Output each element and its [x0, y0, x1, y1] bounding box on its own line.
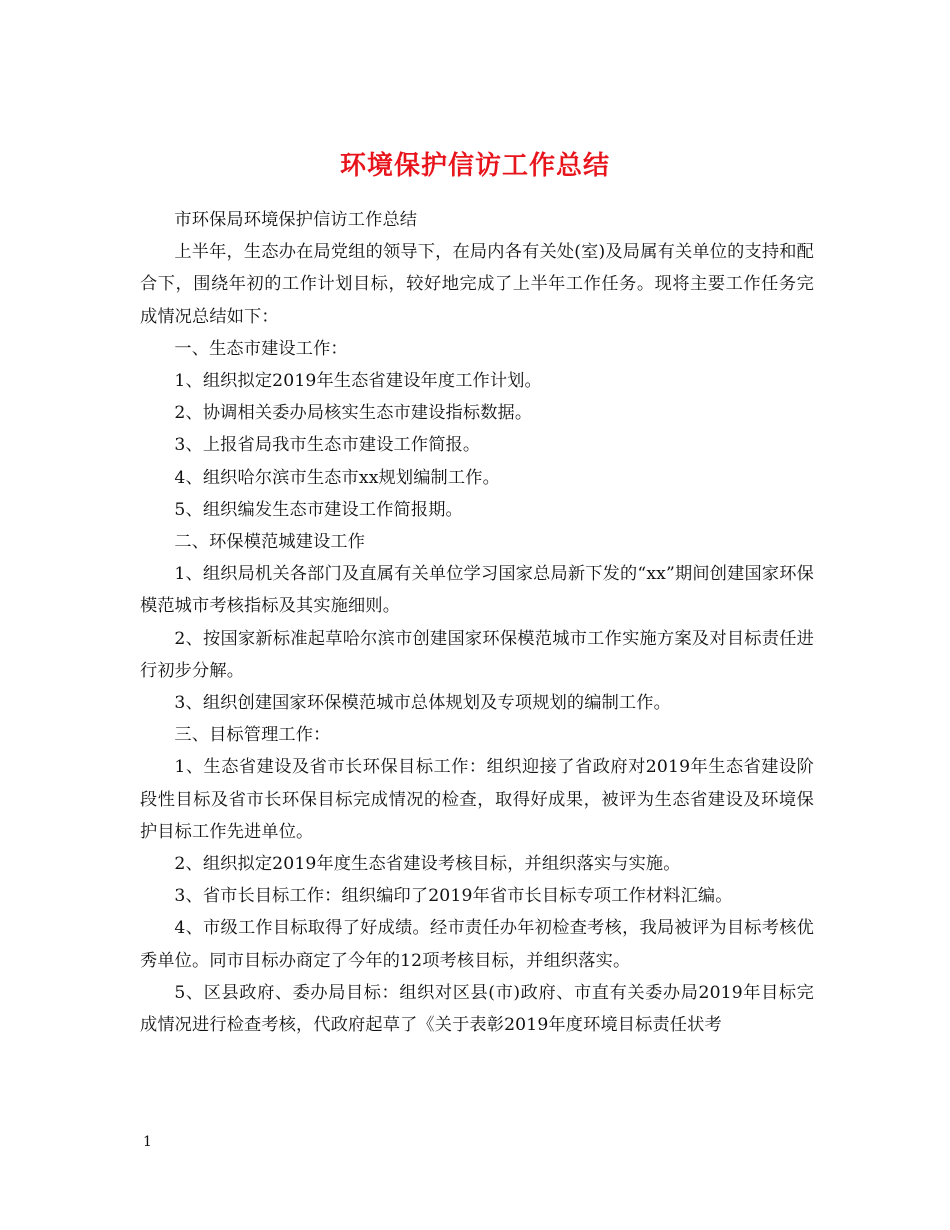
section-heading: 一、生态市建设工作：: [174, 338, 348, 359]
list-item: 3、上报省局我市生态市建设工作简报。: [174, 435, 481, 456]
list-item: 4、组织哈尔滨市生态市xx规划编制工作。: [174, 467, 500, 488]
document-body: [140, 204, 814, 1041]
list-item: 2、按国家新标准起草哈尔滨市创建国家环保模范城市工作实施方案及对目标责任进行初步分解。: [140, 628, 814, 681]
paragraph: 上半年，生态办在局党组的领导下，在局内各有关处(室)及局属有关单位的支持和配合下，围绕年初的工作计划目标，较好地完成了上半年工作任务。现将主要工作任务完成情况总结如下：: [140, 242, 814, 327]
list-item: 3、组织创建国家环保模范城市总体规划及专项规划的编制工作。: [174, 693, 671, 714]
page-number: 1: [143, 1134, 152, 1150]
list-item: 3、省市长目标工作：组织编印了2019年省市长目标专项工作材料汇编。: [174, 886, 733, 907]
list-item: 2、组织拟定2019年度生态省建设考核目标，并组织落实与实施。: [174, 854, 681, 875]
document-title: 环境保护信访工作总结: [339, 151, 610, 182]
section-heading: 二、环保模范城建设工作: [174, 532, 366, 553]
list-item: 1、生态省建设及省市长环保目标工作：组织迎接了省政府对2019年生态省建设阶段性目标及省市长环保目标完成情况的检查，取得好成果，被评为生态省建设及环境保护目标工作先进单位。: [140, 757, 814, 842]
list-item: 5、组织编发生态市建设工作简报期。: [174, 499, 463, 520]
list-item: 1、组织拟定2019年生态省建设年度工作计划。: [174, 371, 542, 392]
section-heading: 三、目标管理工作：: [174, 725, 331, 746]
list-item: 5、区县政府、委办局目标：组织对区县(市)政府、市直有关委办局2019年目标完成情况进行检查考核，代政府起草了《关于表彰2019年度环境目标责任状考: [140, 982, 814, 1036]
list-item: 4、市级工作目标取得了好成绩。经市责任办年初检查考核，我局被评为目标考核优秀单位。同市目标办商定了今年的12项考核目标，并组织落实。: [140, 918, 814, 971]
list-item: 2、协调相关委办局核实生态市建设指标数据。: [174, 403, 533, 424]
list-item: 1、组织局机关各部门及直属有关单位学习国家总局新下发的“xx”期间创建国家环保模范城市考核指标及其实施细则。: [140, 564, 814, 617]
paragraph: 市环保局环境保护信访工作总结: [174, 210, 418, 230]
